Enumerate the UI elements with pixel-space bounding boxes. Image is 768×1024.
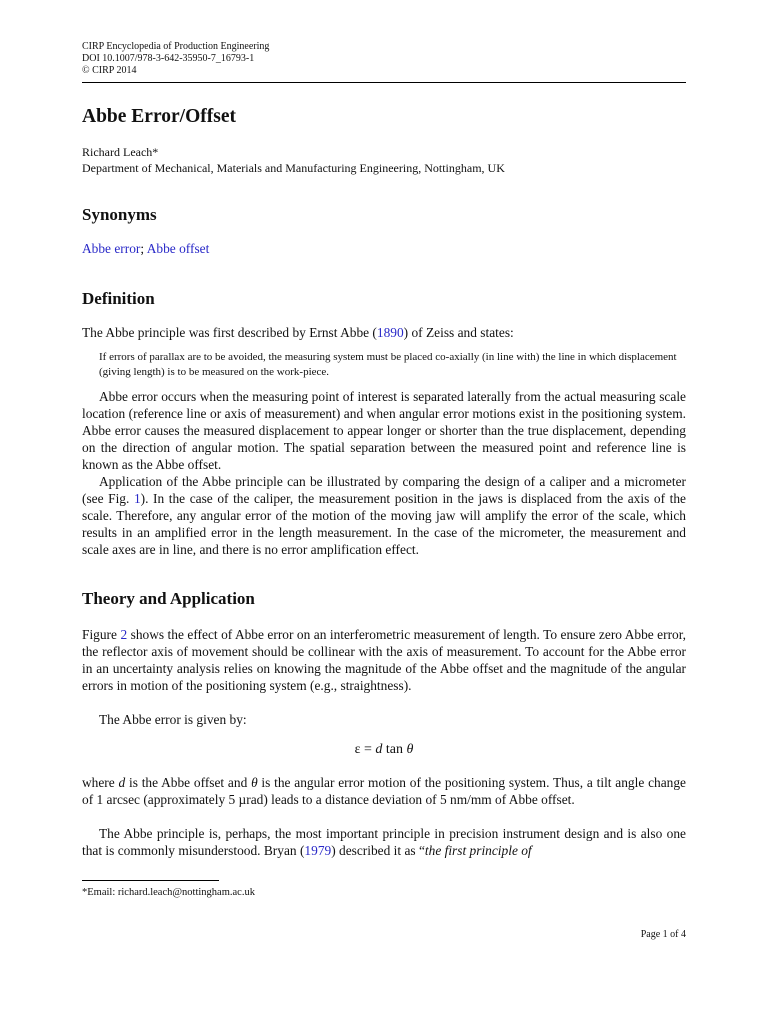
doi: DOI 10.1007/978-3-642-35950-7_16793-1	[82, 53, 255, 64]
footnote-email: *Email: richard.leach@nottingham.ac.uk	[82, 887, 255, 898]
abbe-quote: If errors of parallax are to be avoided, the measuring system must be placed co-axially (in line with) the line in which displacement (giving length) is to be measured on the work-piece.	[99, 351, 677, 378]
synonyms-heading: Synonyms	[82, 205, 157, 224]
synonym-link-abbe-error[interactable]: Abbe error	[82, 241, 141, 256]
copyright: © CIRP 2014	[82, 65, 137, 76]
theory-paragraph-1: Figure 2 shows the effect of Abbe error on an interferometric measurement of length. To ensure zero Abbe error, the reflector axis of movement should be collinear with the axis of measurement. To account for the Abbe error in an uncertainty analysis relies on knowing the magnitude of the Abbe offset and the magnitude of the angular errors in motion of the positioning system (e.g., straightness).	[82, 627, 686, 693]
abbe-error-equation: ε = d tan θ	[354, 742, 414, 757]
author-name: Richard Leach*	[82, 145, 159, 159]
definition-intro: The Abbe principle was first described by Ernst Abbe (1890) of Zeiss and states:	[82, 325, 514, 340]
theory-paragraph-3: where d is the Abbe offset and θ is the angular error motion of the positioning system. Thus, a tilt angle change of 1 arcsec (approximately 5 µrad) leads to a distance deviation of 5 nm/mm of Abbe offset.	[82, 775, 686, 807]
synonyms-list: Abbe error; Abbe offset	[82, 241, 210, 256]
synonym-link-abbe-offset[interactable]: Abbe offset	[146, 241, 210, 256]
figure-2-link[interactable]: 2	[120, 627, 128, 642]
author-affiliation: Department of Mechanical, Materials and Manufacturing Engineering, Nottingham, UK	[82, 161, 505, 175]
footnote-rule	[82, 880, 219, 881]
journal-title: CIRP Encyclopedia of Production Engineering	[82, 41, 270, 52]
theory-paragraph-2: The Abbe error is given by:	[99, 712, 247, 727]
header-rule	[82, 82, 686, 83]
definition-paragraph-1: Abbe error occurs when the measuring point of interest is separated laterally from the actual measuring scale location (reference line or axis of measurement) and when angular error motions exist in the positioning system. Abbe error causes the measured displacement to appear longer or shorter than the true displacement, depending on the direction of angular motion. The spatial separation between the measured point and reference line is known as the Abbe offset.	[82, 389, 686, 472]
journal-header	[82, 41, 269, 77]
definition-heading: Definition	[82, 289, 155, 308]
definition-paragraph-2: Application of the Abbe principle can be illustrated by comparing the design of a caliper and a micrometer (see Fig. 1). In the case of the caliper, the measurement position in the jaws is displaced from the axis of the scale. Therefore, any angular error of the motion of the moving jaw will amplify the error of the scale, which results in an amplified error in the length measurement. In the case of the micrometer, the measurement and scale axes are in line, and there is no error amplification effect.	[82, 474, 686, 557]
citation-abbe-1890[interactable]: 1890	[376, 325, 404, 340]
figure-1-link[interactable]: 1	[133, 491, 141, 506]
citation-bryan-1979[interactable]: 1979	[304, 843, 332, 858]
theory-paragraph-4: The Abbe principle is, perhaps, the most important principle in precision instrument design and is also one that is commonly misunderstood. Bryan (1979) described it as “the first principle of	[82, 826, 686, 858]
author-block	[82, 144, 505, 176]
theory-heading: Theory and Application	[82, 589, 255, 608]
article-title: Abbe Error/Offset	[82, 106, 236, 127]
page-number: Page 1 of 4	[640, 929, 686, 940]
